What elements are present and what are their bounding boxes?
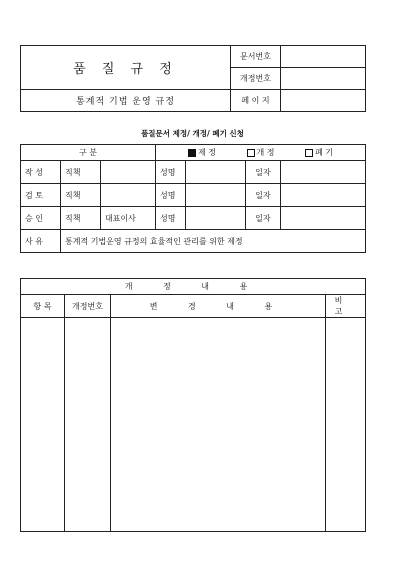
date-field[interactable] — [281, 207, 366, 230]
title-label: 직책 — [61, 161, 101, 184]
approval-row — [21, 161, 366, 184]
option-label: 제 정 — [197, 148, 216, 157]
kind-label: 구 분 — [21, 145, 156, 161]
note-cell[interactable] — [326, 318, 366, 532]
role-label: 검 토 — [21, 184, 61, 207]
name-field[interactable] — [186, 207, 246, 230]
name-field[interactable] — [186, 161, 246, 184]
reason-label: 사 유 — [21, 230, 61, 253]
option-label: 개 정 — [256, 148, 275, 157]
title-field[interactable] — [101, 161, 156, 184]
revision-title: 개 정 내 용 — [21, 279, 366, 295]
reason-row — [21, 230, 366, 253]
rev-no-label: 개정번호 — [231, 68, 281, 90]
date-label: 일자 — [246, 184, 281, 207]
doc-no-label: 문서번호 — [231, 46, 281, 68]
kind-options — [156, 145, 366, 161]
role-label: 작 성 — [21, 161, 61, 184]
date-field[interactable] — [281, 184, 366, 207]
approval-row — [21, 184, 366, 207]
title-label: 직책 — [61, 184, 101, 207]
checkbox-icon — [305, 149, 313, 157]
date-field[interactable] — [281, 161, 366, 184]
date-label: 일자 — [246, 161, 281, 184]
title-label: 직책 — [61, 207, 101, 230]
col-rev-no-header: 개정번호 — [65, 295, 111, 318]
rev-no-field[interactable] — [281, 68, 366, 90]
option-discard[interactable] — [305, 148, 333, 157]
document-title: 품 질 규 정 — [21, 46, 231, 90]
request-heading: 품질문서 제정/ 개정/ 폐기 신청 — [141, 129, 244, 138]
title-field[interactable] — [101, 184, 156, 207]
col-change-header: 변 경 내 용 — [111, 295, 326, 318]
name-field[interactable] — [186, 184, 246, 207]
doc-no-field[interactable] — [281, 46, 366, 68]
name-label: 성명 — [156, 207, 186, 230]
date-label: 일자 — [246, 207, 281, 230]
document-header — [20, 45, 366, 112]
document-subtitle: 통계적 기법 운영 규정 — [21, 90, 231, 112]
option-revise[interactable] — [247, 148, 275, 157]
checkbox-icon — [247, 149, 255, 157]
change-cell[interactable] — [111, 318, 326, 532]
request-table — [20, 144, 366, 253]
title-field[interactable]: 대표이사 — [101, 207, 156, 230]
rev-no-cell[interactable] — [65, 318, 111, 532]
checkbox-icon — [188, 149, 196, 157]
option-establish[interactable] — [188, 148, 216, 157]
page-label: 페 이 지 — [231, 90, 281, 112]
revision-table — [20, 278, 366, 532]
role-label: 승 인 — [21, 207, 61, 230]
item-cell[interactable] — [21, 318, 65, 532]
name-label: 성명 — [156, 184, 186, 207]
approval-row — [21, 207, 366, 230]
page-field[interactable] — [281, 90, 366, 112]
col-item-header: 항 목 — [21, 295, 65, 318]
option-label: 폐 기 — [315, 148, 334, 157]
name-label: 성명 — [156, 161, 186, 184]
reason-field[interactable]: 통계적 기법운영 규정의 효율적인 관리를 위한 제정 — [61, 230, 366, 253]
col-note-header: 비 고 — [326, 295, 366, 318]
